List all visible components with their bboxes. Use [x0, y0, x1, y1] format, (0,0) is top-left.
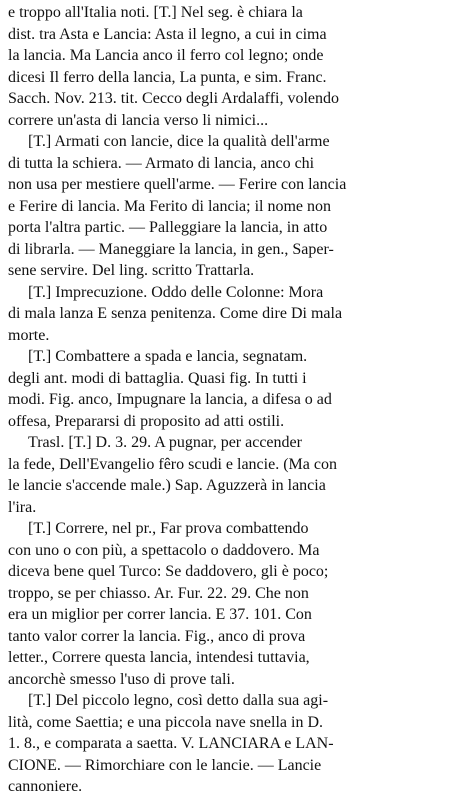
- text-line: porta l'altra partic. — Palleggiare la lancia, in atto: [8, 219, 328, 236]
- text-line: e Ferire di lancia. Ma Ferito di lancia; il nome non: [8, 197, 332, 215]
- paragraph-1: [8, 2, 460, 131]
- text-line: non usa per mestiere quell'arme. — Ferire con lancia: [8, 176, 347, 193]
- text-line: [T.] Imprecuzione. Oddo delle Colonne: Mora: [28, 283, 324, 301]
- text-line: [T.] Correre, nel pr., Far prova combattendo: [28, 520, 309, 537]
- text-line: degli ant. modi di battaglia. Quasi fig. In tutti i: [8, 369, 307, 387]
- paragraph-5: [8, 432, 460, 518]
- paragraph-2: [8, 131, 460, 282]
- text-line: lità, come Saettia; e una piccola nave snella in D.: [8, 713, 323, 731]
- text-line: [T.] Armati con lancie, dice la qualità dell'arme: [28, 133, 330, 150]
- text-line: la lancia. Ma Lancia anco il ferro col legno; onde: [8, 47, 324, 64]
- text-line: CIONE. — Rimorchiare con le lancie. — Lancie: [8, 756, 322, 774]
- text-line: 1. 8., e comparata a saetta. V. LANCIARA e LAN-: [8, 735, 334, 752]
- dictionary-page: [8, 2, 460, 798]
- text-line: era un miglior per correr lancia. E 37. 101. Con: [8, 606, 312, 623]
- text-line: di mala lanza E senza penitenza. Come dire Di mala: [8, 305, 343, 322]
- text-line: correre un'asta di lancia verso li nimici...: [8, 111, 269, 129]
- text-line: diceva bene quel Turco: Se daddovero, gli è poco;: [8, 563, 329, 580]
- text-line: troppo, se per chiasso. Ar. Fur. 22. 29. Che non: [8, 584, 309, 602]
- text-line: sene servire. Del ling. scritto Trattarla.: [8, 262, 255, 279]
- text-line: la fede, Dell'Evangelio fêro scudi e lancie. (Ma con: [8, 455, 337, 473]
- text-line: dicesi Il ferro della lancia, La punta, e sim. Franc.: [8, 68, 327, 86]
- text-line: morte.: [8, 326, 50, 344]
- text-line: modi. Fig. anco, Impugnare la lancia, a difesa o ad: [8, 391, 332, 408]
- text-line: [T.] Del piccolo legno, così detto dalla sua agi-: [28, 692, 329, 709]
- paragraph-7: [8, 690, 460, 798]
- paragraph-4: [8, 346, 460, 432]
- text-line: Sacch. Nov. 213. tit. Cecco degli Ardalaffi, volendo: [8, 90, 340, 107]
- text-line: e troppo all'Italia noti. [T.] Nel seg. è chiara la: [8, 4, 303, 21]
- text-line: [T.] Combattere a spada e lancia, segnatam.: [28, 348, 308, 365]
- text-line: di librarla. — Maneggiare la lancia, in gen., Saper-: [8, 240, 334, 258]
- text-line: offesa, Prepararsi di proposito ad atti ostili.: [8, 412, 285, 430]
- paragraph-6: [8, 518, 460, 690]
- text-line: ancorchè smesso l'uso di prove tali.: [8, 670, 235, 688]
- paragraph-3: [8, 282, 460, 347]
- text-line: l'ira.: [8, 498, 37, 516]
- text-line: le lancie s'accende male.) Sap. Aguzzerà in lancia: [8, 477, 326, 494]
- text-line: Trasl. [T.] D. 3. 29. A pugnar, per accender: [28, 434, 302, 451]
- text-line: letter., Correre questa lancia, intendesi tuttavia,: [8, 649, 310, 666]
- text-line: cannoniere.: [8, 778, 83, 795]
- text-line: con uno o con più, a spettacolo o daddovero. Ma: [8, 541, 320, 559]
- text-line: dist. tra Asta e Lancia: Asta il legno, a cui in cima: [8, 25, 327, 43]
- text-line: tanto valor correr la lancia. Fig., anco di prova: [8, 627, 306, 645]
- text-line: di tutta la schiera. — Armato di lancia, anco chi: [8, 154, 315, 172]
